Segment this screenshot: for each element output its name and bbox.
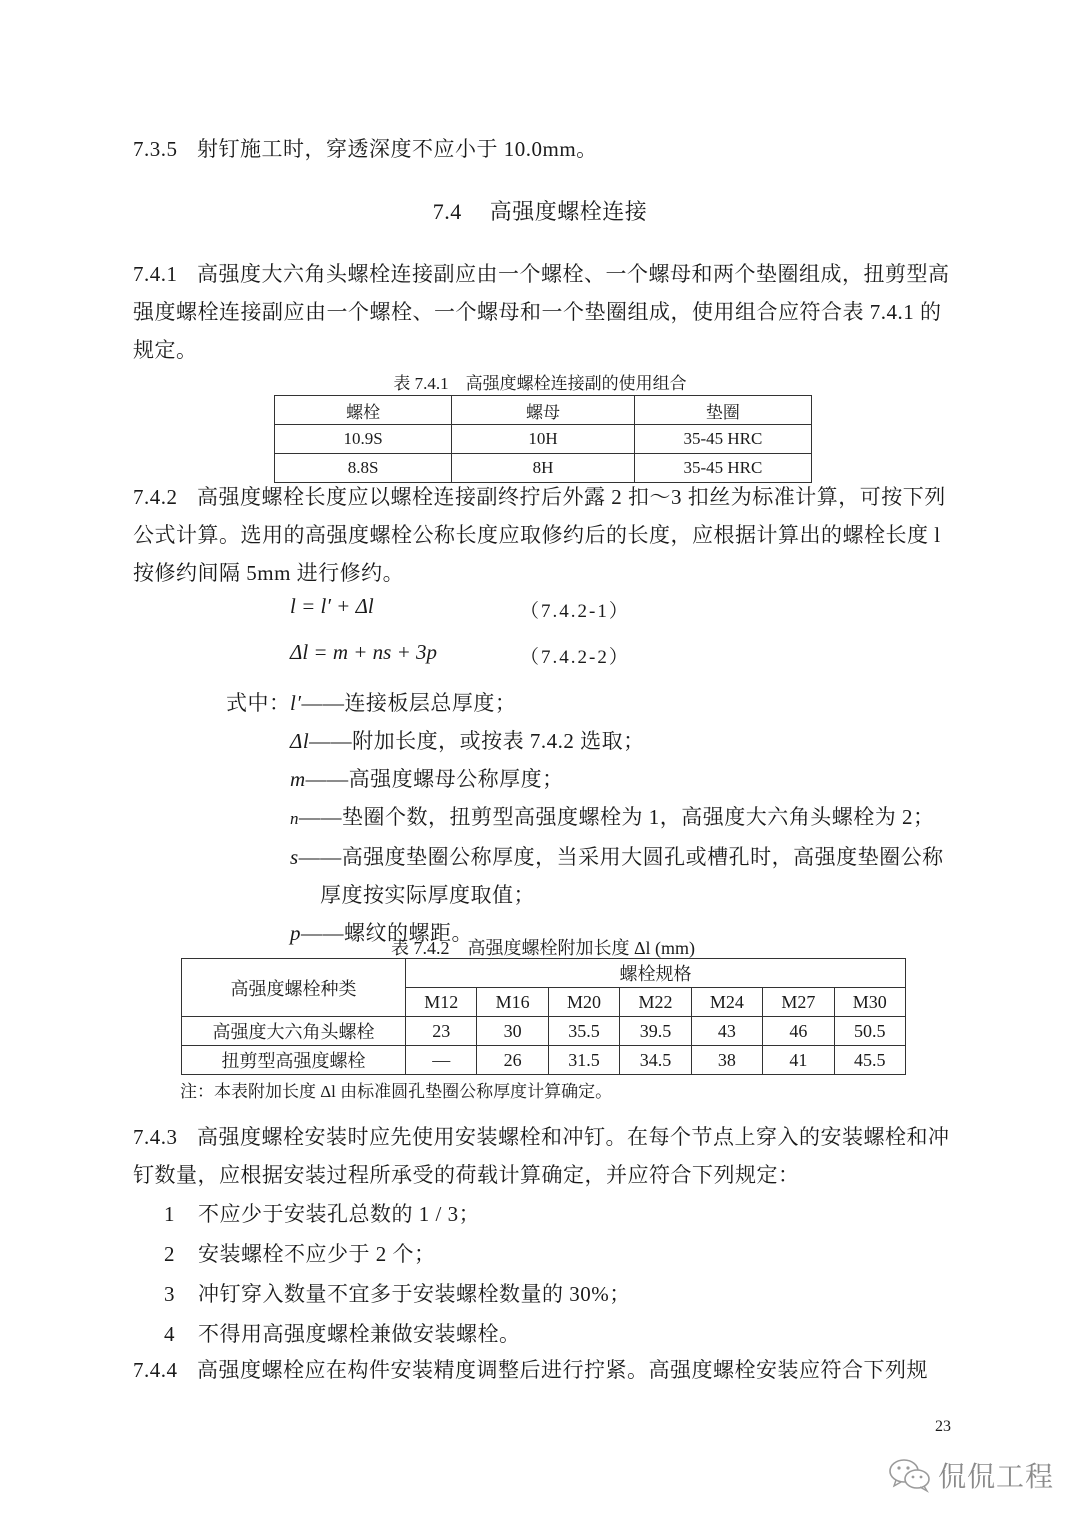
clause-text-line: 规定。 [133, 338, 198, 362]
header-cell: 螺栓 [275, 396, 452, 425]
list-item [164, 1194, 631, 1234]
cell: 10.9S [275, 425, 452, 454]
item-number: 1 [164, 1202, 175, 1226]
item-text: 安装螺栓不应少于 2 个； [198, 1242, 436, 1266]
table-row [182, 1017, 906, 1046]
clause-7-4-2 [133, 478, 963, 592]
cell: 41 [763, 1046, 834, 1075]
definition-row [290, 722, 970, 760]
definition-text: 厚度按实际厚度取值； [320, 883, 535, 907]
clause-7-3-5 [133, 130, 598, 168]
formula-1-number: （7.4.2-1） [520, 601, 630, 622]
symbol: l′ [290, 691, 302, 715]
item-number: 3 [164, 1282, 175, 1306]
list-item [164, 1274, 631, 1314]
clause-7-4-4 [133, 1351, 963, 1389]
section-title: 高强度螺栓连接 [489, 199, 648, 224]
symbol: Δl [290, 729, 310, 753]
clause-text-line: 钉数量，应根据安装过程所承受的荷载计算确定，并应符合下列规定： [133, 1163, 800, 1187]
list-item [164, 1234, 631, 1274]
clause-text-line: 强度螺栓连接副应由一个螺栓、一个螺母和一个垫圈组成，使用组合应符合表 7.4.1 的 [133, 300, 942, 324]
table-row [275, 425, 812, 454]
formula-2: Δl = m + ns + 3p [290, 640, 438, 664]
clause-text-line: 按修约间隔 5mm 进行修约。 [133, 561, 405, 585]
spec-cell: M12 [406, 988, 477, 1017]
definition-row [290, 684, 970, 722]
clause-number: 7.4.4 [133, 1358, 178, 1382]
page-number: 23 [935, 1418, 951, 1435]
cell: — [406, 1046, 477, 1075]
item-number: 2 [164, 1242, 175, 1266]
spec-cell: M27 [763, 988, 834, 1017]
definition-text: ——高强度螺母公称厚度； [305, 767, 564, 791]
symbol: m [290, 767, 306, 791]
clause-text-line: 高强度螺栓应在构件安装精度调整后进行拧紧。高强度螺栓安装应符合下列规 [197, 1358, 928, 1382]
definition-row [290, 798, 970, 838]
table-header-row [275, 396, 812, 425]
clause-number: 7.4.3 [133, 1125, 178, 1149]
type-cell: 扭剪型高强度螺栓 [182, 1046, 406, 1075]
cell: 35-45 HRC [634, 454, 811, 483]
cell: 45.5 [834, 1046, 905, 1075]
table-caption: 表 7.4.1 高强度螺栓连接副的使用组合 [393, 374, 687, 393]
definition-text: ——垫圈个数，扭剪型高强度螺栓为 1，高强度大六角头螺栓为 2； [299, 805, 935, 829]
spec-cell: M16 [477, 988, 548, 1017]
symbol: p [290, 921, 301, 945]
item-text: 不得用高强度螺栓兼做安装螺栓。 [198, 1322, 521, 1346]
section-heading [0, 193, 1080, 231]
cell: 31.5 [548, 1046, 619, 1075]
cell: 34.5 [620, 1046, 691, 1075]
symbol: s [290, 845, 299, 869]
list-item [164, 1314, 631, 1354]
row-header-cell: 高强度螺栓种类 [182, 959, 406, 1017]
table-note: 注：本表附加长度 Δl 由标准圆孔垫圈公称厚度计算确定。 [180, 1082, 613, 1101]
cell: 39.5 [620, 1017, 691, 1046]
cell: 30 [477, 1017, 548, 1046]
clause-text-line: 公式计算。选用的高强度螺栓公称长度应取修约后的长度，应根据计算出的螺栓长度 l [133, 523, 941, 547]
clause-number: 7.4.1 [133, 262, 178, 286]
item-text: 不应少于安装孔总数的 1 / 3； [198, 1202, 481, 1226]
clause-7-4-3 [133, 1118, 963, 1194]
table-row [182, 1046, 906, 1075]
header-cell: 垫圈 [634, 396, 811, 425]
cell: 38 [691, 1046, 762, 1075]
definition-text: ——螺纹的螺距。 [301, 921, 473, 945]
cell: 50.5 [834, 1017, 905, 1046]
cell: 43 [691, 1017, 762, 1046]
item-text: 冲钉穿入数量不宜多于安装螺栓数量的 30%； [198, 1282, 631, 1306]
spec-cell: M30 [834, 988, 905, 1017]
definition-row [290, 760, 970, 798]
group-header-cell: 螺栓规格 [406, 959, 906, 988]
watermark [888, 1455, 1054, 1495]
cell: 8.8S [275, 454, 452, 483]
cell: 8H [452, 454, 635, 483]
spec-cell: M24 [691, 988, 762, 1017]
table-header-row [182, 959, 906, 988]
clause-text-line: 高强度螺栓安装时应先使用安装螺栓和冲钉。在每个节点上穿入的安装螺栓和冲 [197, 1125, 950, 1149]
definition-text: ——连接板层总厚度； [301, 691, 517, 715]
clause-7-4-3-items [164, 1194, 631, 1354]
type-cell: 高强度大六角头螺栓 [182, 1017, 406, 1046]
clause-7-4-1 [133, 255, 963, 369]
item-number: 4 [164, 1322, 175, 1346]
table-7-4-1 [274, 395, 812, 483]
table-7-4-2 [181, 958, 906, 1075]
clause-text-line: 高强度大六角头螺栓连接副应由一个螺栓、一个螺母和两个垫圈组成，扭剪型高 [197, 262, 950, 286]
spec-cell: M22 [620, 988, 691, 1017]
section-number: 7.4 [432, 199, 462, 224]
cell: 35-45 HRC [634, 425, 811, 454]
cell: 10H [452, 425, 635, 454]
definition-text: ——附加长度，或按表 7.4.2 选取； [309, 729, 645, 753]
symbol-definitions [290, 684, 970, 952]
definition-row [290, 838, 970, 876]
cell: 23 [406, 1017, 477, 1046]
cell: 26 [477, 1046, 548, 1075]
clause-number: 7.4.2 [133, 485, 178, 509]
definition-text: ——高强度垫圈公称厚度，当采用大圆孔或槽孔时，高强度垫圈公称 [298, 845, 944, 869]
cell: 46 [763, 1017, 834, 1046]
definition-row [290, 876, 970, 914]
clause-text: 射钉施工时，穿透深度不应小于 10.0mm。 [197, 137, 598, 161]
clause-text-line: 高强度螺栓长度应以螺栓连接副终拧后外露 2 扣～3 扣丝为标准计算，可按下列 [197, 485, 946, 509]
formula-1: l = l′ + Δl [290, 594, 374, 618]
table-caption: 表 7.4.2 高强度螺栓附加长度 Δl (mm) [390, 938, 696, 958]
clause-number: 7.3.5 [133, 137, 178, 161]
wechat-icon [888, 1457, 932, 1493]
where-label: 式中： [226, 691, 291, 715]
watermark-text: 侃侃工程 [938, 1460, 1055, 1493]
spec-cell: M20 [548, 988, 619, 1017]
cell: 35.5 [548, 1017, 619, 1046]
header-cell: 螺母 [452, 396, 635, 425]
symbol: n [290, 809, 299, 828]
formula-2-number: （7.4.2-2） [520, 647, 630, 668]
